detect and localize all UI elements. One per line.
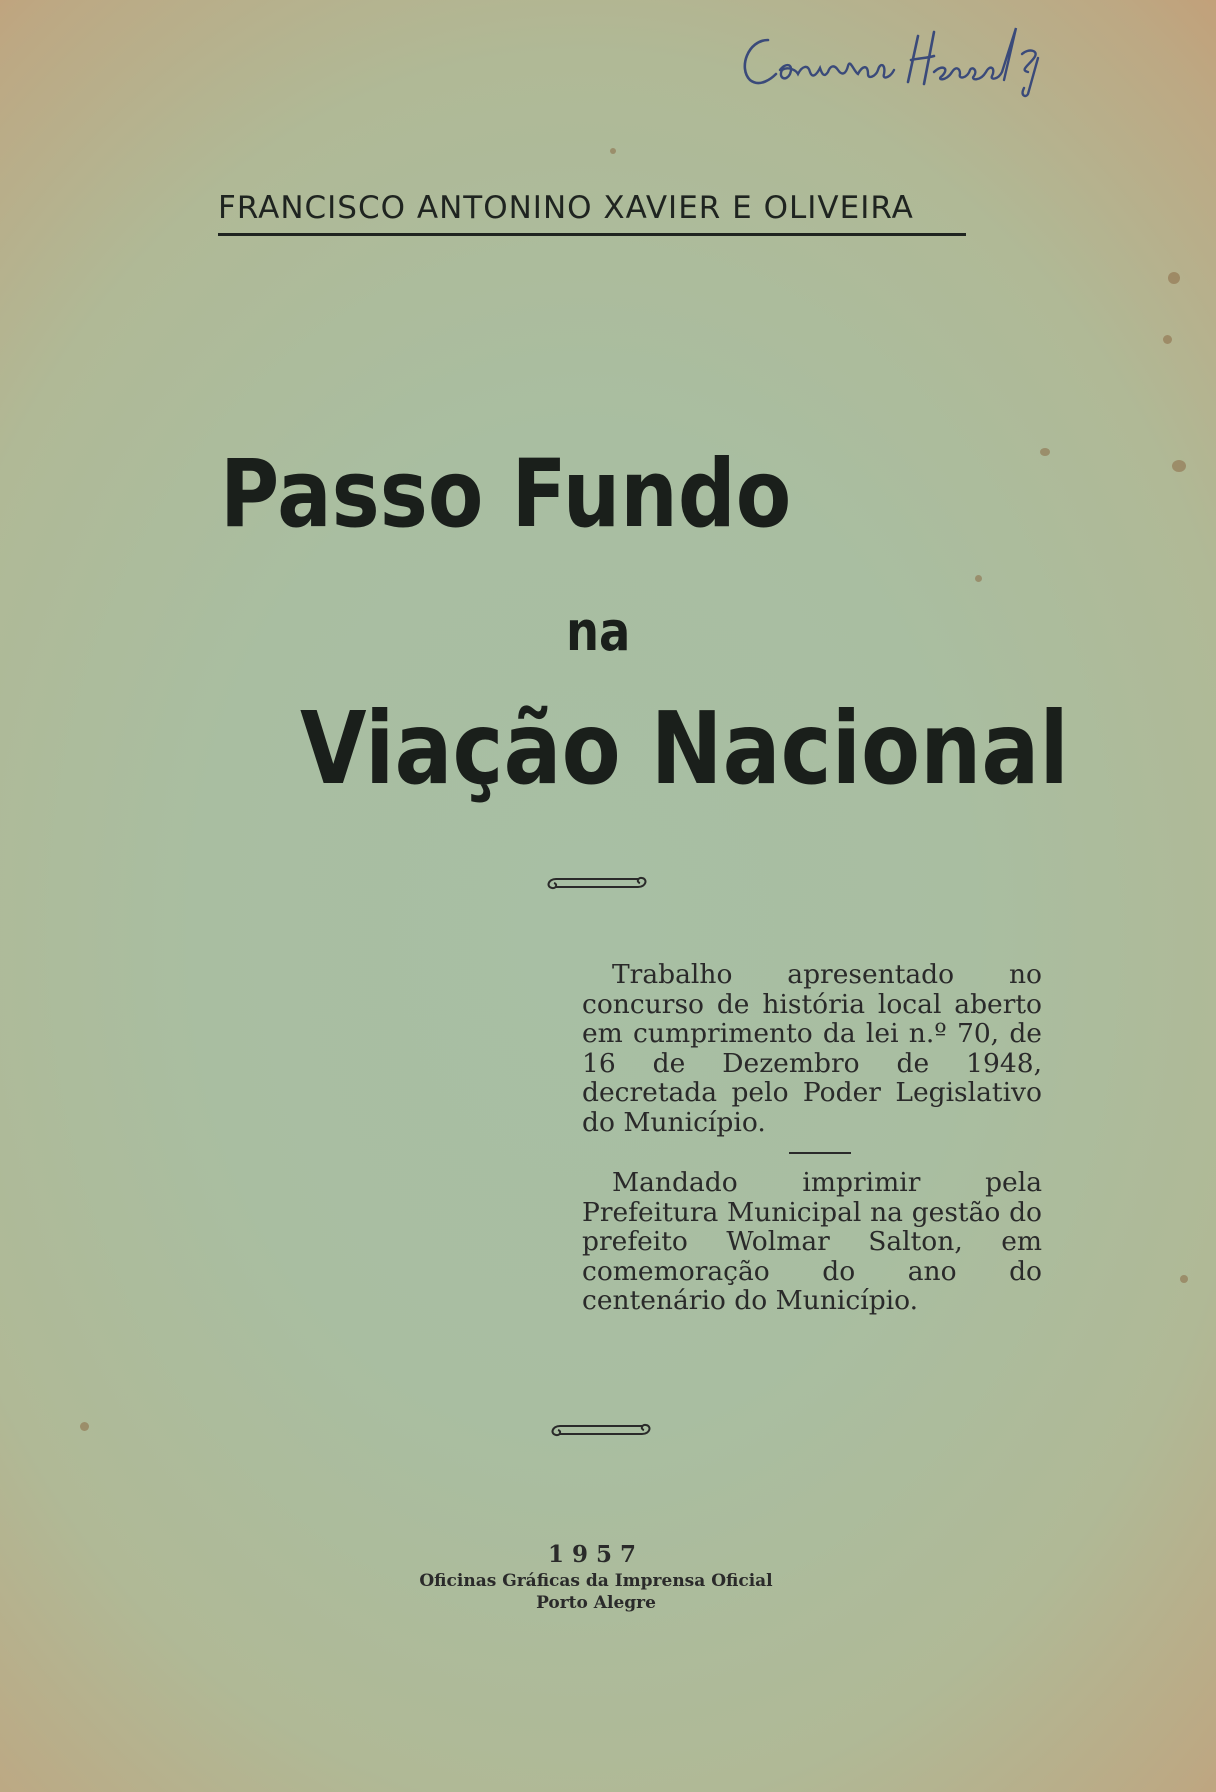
title-line-2: na	[566, 600, 631, 663]
publication-year: 1957	[547, 1541, 644, 1568]
title-line-1: Passo Fundo	[220, 440, 792, 549]
publication-city: Porto Alegre	[536, 1593, 656, 1613]
notes-paragraph-2: Mandado imprimir pela Prefeitura Municipal na gestão do prefeito Wolmar Salton, em comemoração do ano do centenário do Município.	[582, 1167, 1042, 1316]
stain-spot	[1163, 335, 1172, 344]
author-underline	[218, 233, 966, 236]
printer-name: Oficinas Gráficas da Imprensa Oficial	[419, 1571, 773, 1591]
stain-spot	[975, 575, 982, 582]
scroll-ornament	[544, 872, 650, 894]
notes-paragraph-1: Trabalho apresentado no concurso de história local aberto em cumprimento da lei n.º 70, de 16 de Dezembro de 1948, decretada pelo Poder Legislativo do Município.	[582, 959, 1042, 1138]
notes-divider	[789, 1152, 851, 1154]
title-line-3: Viação Nacional	[300, 690, 1069, 807]
handwritten-signature	[728, 18, 1148, 98]
stain-spot	[1040, 448, 1050, 456]
author-name: FRANCISCO ANTONINO XAVIER E OLIVEIRA	[218, 190, 914, 226]
stain-spot	[610, 148, 616, 154]
stain-spot	[80, 1422, 89, 1431]
imprint	[380, 1540, 812, 1614]
stain-spot	[1172, 460, 1186, 472]
scroll-ornament	[548, 1419, 654, 1441]
stain-spot	[1168, 272, 1180, 284]
dedication-notes	[582, 960, 1042, 1316]
stain-spot	[1180, 1275, 1188, 1283]
